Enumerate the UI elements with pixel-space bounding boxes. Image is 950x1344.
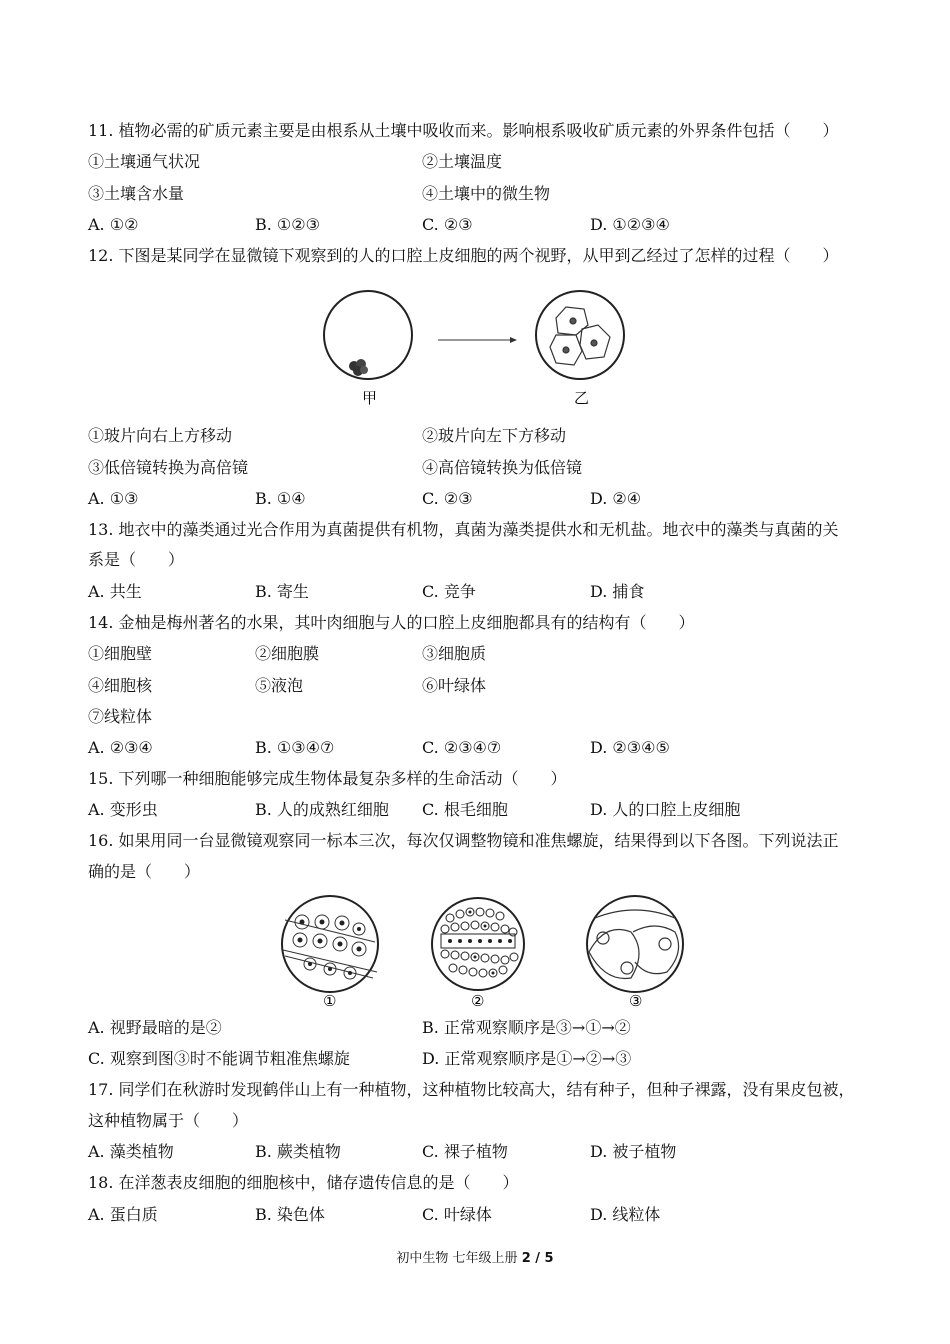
q16-option-b: B. 正常观察顺序是③→①→② — [422, 1018, 631, 1037]
q15-option-c: C. 根毛细胞 — [422, 800, 508, 819]
q12-option-c: C. ②③ — [422, 489, 473, 508]
q14-stem: 14. 金柚是梅州著名的水果，其叶肉细胞与人的口腔上皮细胞都具有的结构有（ ） — [88, 613, 695, 632]
arrow-head — [510, 337, 517, 343]
q17-stem-line2: 这种植物属于（ ） — [88, 1111, 249, 1130]
q14-option-d: D. ②③④⑤ — [590, 738, 670, 757]
q14-item: ⑥叶绿体 — [422, 676, 487, 695]
q17-option-c: C. 裸子植物 — [422, 1142, 508, 1161]
q17-option-d: D. 被子植物 — [590, 1142, 677, 1161]
q17-option-b: B. 蕨类植物 — [255, 1142, 341, 1161]
field-3 — [587, 896, 683, 992]
page-number: 2 / 5 — [521, 1251, 554, 1266]
q16-microscope-figures — [255, 892, 695, 1010]
q15-stem: 15. 下列哪一种细胞能够完成生物体最复杂多样的生命活动（ ） — [88, 769, 567, 788]
small-cells-cluster — [349, 359, 368, 376]
q11-item: ①土壤通气状况 — [88, 152, 201, 171]
q12-option-d: D. ②④ — [590, 489, 642, 508]
q14-item: ①细胞壁 — [88, 644, 153, 663]
q16-option-a: A. 视野最暗的是② — [88, 1018, 222, 1037]
q11-item: ②土壤温度 — [422, 152, 503, 171]
q17-option-a: A. 藻类植物 — [88, 1142, 174, 1161]
q12-microscope-figure — [320, 285, 640, 410]
enlarged-cells — [550, 307, 610, 365]
q11-stem: 11. 植物必需的矿质元素主要是由根系从土壤中吸收而来。影响根系吸收矿质元素的外界条件包括（ ） — [88, 121, 839, 140]
q13-option-d: D. 捕食 — [590, 582, 645, 601]
q11-item: ④土壤中的微生物 — [422, 184, 551, 203]
q15-option-d: D. 人的口腔上皮细胞 — [590, 800, 741, 819]
q16-stem-line2: 确的是（ ） — [88, 862, 201, 881]
q14-item: ③细胞质 — [422, 644, 487, 663]
footer-subject: 初中生物 七年级上册 — [396, 1251, 522, 1266]
q12-item: ②玻片向左下方移动 — [422, 426, 567, 445]
figure-label-3: ③ — [629, 992, 643, 1010]
q13-option-b: B. 寄生 — [255, 582, 309, 601]
q16-option-d: D. 正常观察顺序是①→②→③ — [422, 1049, 632, 1068]
q12-option-a: A. ①③ — [88, 489, 139, 508]
q14-item: ④细胞核 — [88, 676, 153, 695]
figure-label-1: ① — [323, 992, 337, 1010]
q18-option-d: D. 线粒体 — [590, 1205, 661, 1224]
figure-label-2: ② — [471, 992, 485, 1010]
figure-label-yi: 乙 — [574, 389, 590, 407]
page-footer — [0, 1247, 950, 1266]
q15-option-b: B. 人的成熟红细胞 — [255, 800, 389, 819]
q16-stem-line1: 16. 如果用同一台显微镜观察同一标本三次，每次仅调整物镜和准焦螺旋，结果得到以下各图。下列说法正 — [88, 831, 839, 850]
q11-option-b: B. ①②③ — [255, 215, 320, 234]
field-of-view-yi — [536, 291, 624, 379]
q18-stem: 18. 在洋葱表皮细胞的细胞核中，储存遗传信息的是（ ） — [88, 1173, 519, 1192]
figure-label-jia: 甲 — [362, 389, 378, 407]
q16-option-c: C. 观察到图③时不能调节粗准焦螺旋 — [88, 1049, 350, 1068]
q12-item: ①玻片向右上方移动 — [88, 426, 233, 445]
field-of-view-jia — [324, 291, 412, 379]
q18-option-c: C. 叶绿体 — [422, 1205, 492, 1224]
q11-option-d: D. ①②③④ — [590, 215, 670, 234]
q14-item: ②细胞膜 — [255, 644, 320, 663]
q18-option-a: A. 蛋白质 — [88, 1205, 158, 1224]
q15-option-a: A. 变形虫 — [88, 800, 158, 819]
q13-option-c: C. 竞争 — [422, 582, 476, 601]
q12-stem: 12. 下图是某同学在显微镜下观察到的人的口腔上皮细胞的两个视野，从甲到乙经过了怎样的过程（ ） — [88, 246, 839, 265]
field-1 — [282, 896, 378, 992]
q18-option-b: B. 染色体 — [255, 1205, 325, 1224]
q12-option-b: B. ①④ — [255, 489, 306, 508]
q14-item: ⑤液泡 — [255, 676, 304, 695]
q11-item: ③土壤含水量 — [88, 184, 185, 203]
q12-item: ④高倍镜转换为低倍镜 — [422, 458, 583, 477]
q12-item: ③低倍镜转换为高倍镜 — [88, 458, 249, 477]
q11-option-a: A. ①② — [88, 215, 139, 234]
q14-option-c: C. ②③④⑦ — [422, 738, 502, 757]
q11-option-c: C. ②③ — [422, 215, 473, 234]
q13-stem-line2: 系是（ ） — [88, 550, 185, 569]
q14-item: ⑦线粒体 — [88, 707, 153, 726]
q14-option-b: B. ①③④⑦ — [255, 738, 335, 757]
q17-stem-line1: 17. 同学们在秋游时发现鹤伴山上有一种植物，这种植物比较高大，结有种子，但种子裸露，没有果皮包被， — [88, 1080, 855, 1099]
q13-stem-line1: 13. 地衣中的藻类通过光合作用为真菌提供有机物，真菌为藻类提供水和无机盐。地衣中的藻类与真菌的关 — [88, 520, 839, 539]
q14-option-a: A. ②③④ — [88, 738, 153, 757]
field-2 — [432, 898, 524, 990]
q13-option-a: A. 共生 — [88, 582, 142, 601]
